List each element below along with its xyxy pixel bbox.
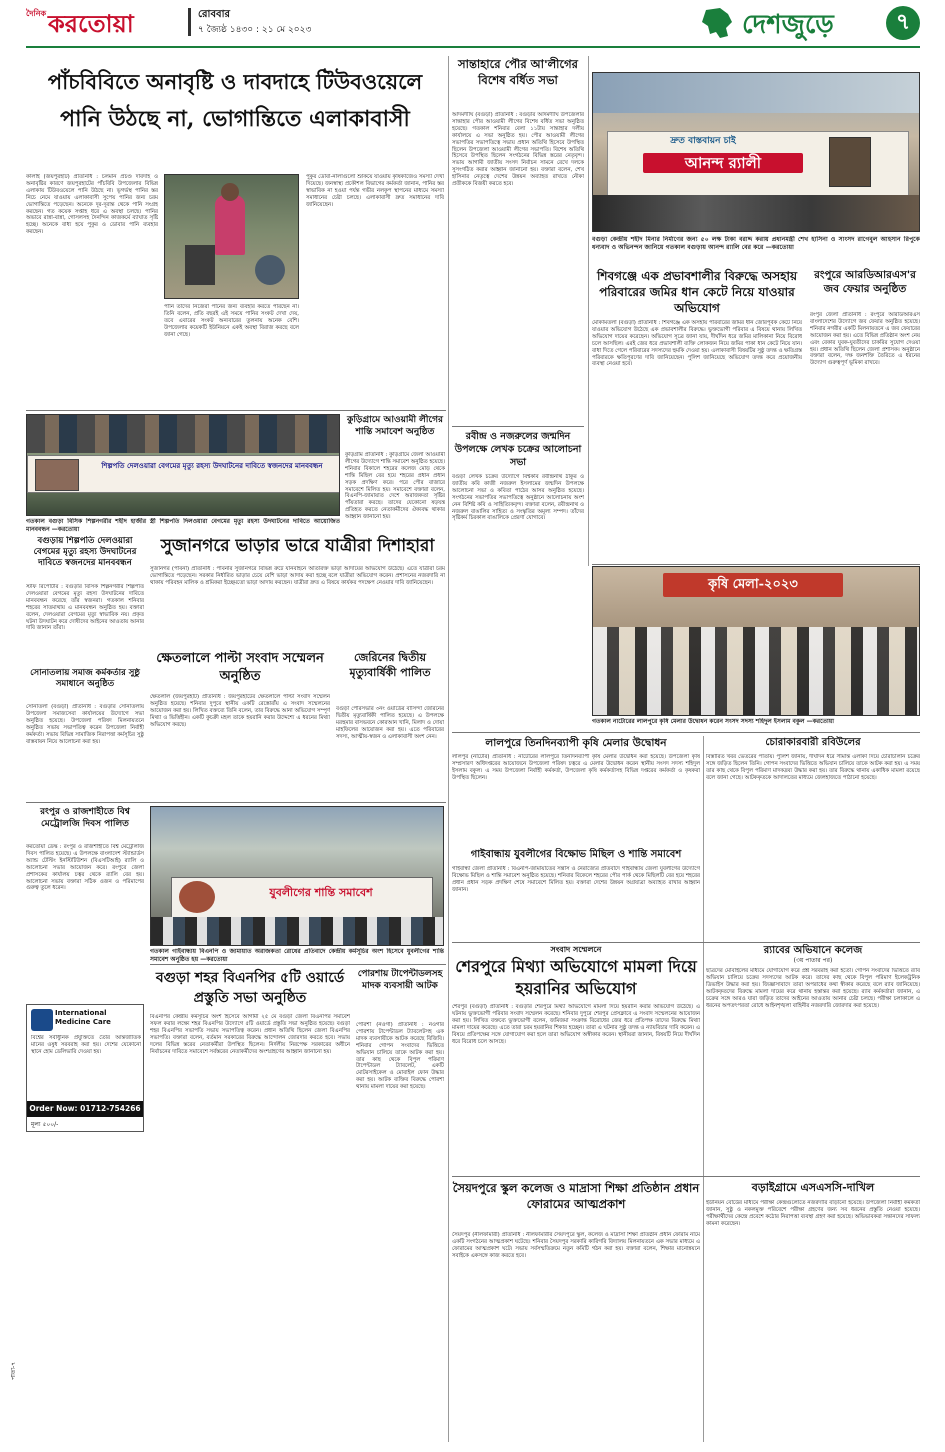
row-rule-7 [26, 802, 446, 803]
masthead-day: রোববার [198, 9, 230, 20]
sujanagar-story [150, 534, 445, 646]
row-rule-8 [150, 964, 446, 965]
sherpur-headline: শেরপুরে মিথ্যা অভিযোগে মামলা দিয়ে হয়রানির অভিযোগ [455, 957, 697, 998]
rangpur-jobfair-story [810, 268, 920, 560]
bottom-left-banner: যুবলীগের শান্তি সমাবেশ [269, 886, 373, 899]
kurigram-story [345, 414, 445, 528]
sujanagar-body: সুজানগর (পাবনা) প্রতিনিধি : পাবনার সুজানগরে বিভিন্ন রুটে যানবাহনে অতিরিক্ত ভাড়া আদায়ের অভিযোগ উঠেছে। এতে যাত্রীরা চরম ভোগান্তিতে পড়েছেন। সরকার নির্ধারিত ভাড়ার চেয়ে বেশি ভাড়া আদায় করা হচ্ছে বলে যাত্রীরা অভিযোগ করেন। প্রশাসনের নজরদারি না থাকায় পরিবহন মালিক ও শ্রমিকরা ইচ্ছেমতো ভাড়া আদায় করছেন। যাত্রীরা দ্রুত এ বিষয়ে কার্যকর পদক্ষেপ নেওয়ার দাবি জানিয়েছেন। [150, 566, 445, 586]
bogura-bnp-headline: বগুড়া শহর বিএনপির ৫টি ওয়ার্ডে প্রস্তুতি সভা অনুষ্ঠিত [155, 970, 345, 1006]
kurigram-body: কুড়িগ্রাম প্রতিনিধি : কুড়িগ্রামে জেলা আওয়ামী লীগের উদ্যোগে শান্তি সমাবেশ অনুষ্ঠিত হয়েছে। শনিবার বিকালে শহরের কলেজ মোড় থেকে শান্তি মিছিল বের হয়ে শহরের প্রধান প্রধান সড়ক প্রদক্ষিণ করে। পরে পৌর বাজারে সমাবেশে মিলিত হয়। সমাবেশে বক্তারা বলেন, বিএনপি-জামায়াত দেশে অরাজকতা সৃষ্টির পাঁয়তারা করছে। তাদের যেকোনো ষড়যন্ত্র প্রতিহত করতে নেতাকর্মীদের ঐক্যবদ্ধ থাকার আহ্বান জানানো হয়। [345, 452, 445, 521]
rangpur-rajshahi-headline: রংপুর ও রাজশাহীতে বিশ্ব মেট্রোলজি দিবস পালিত [40, 807, 130, 829]
col-rule-2 [588, 56, 589, 566]
jerin-headline: জেরিনের দ্বিতীয় মৃত্যুবার্ষিকী পালিত [349, 651, 431, 679]
photo-top-right-caption: বগুড়া কেন্দ্রীয় শহীদ মিনার নির্মাণের জন্য ৫০ লক্ষ টাকা বরাদ্দ করায় প্রধানমন্ত্রী শেখ হাসিনা ও সাংসদ রাগেবুল আহসান রিপুকে ধন্যবাদ ও অভিনন্দন জানিয়ে গতকাল বগুড়ায় আনন্দ র‌্যালি বের করে —করতোয়া [592, 236, 920, 251]
sherpur-body: শেরপুর (বগুড়া) প্রতিনিধি : বগুড়ার শেরপুরে মিথ্যা অভিযোগে মামলা দিয়ে হয়রানি করার অভিযোগ উঠেছে। এ ঘটনায় ভুক্তভোগী পরিবার সংবাদ সম্মেলন করেছে। শনিবার দুপুরে শেরপুর প্রেসক্লাবে এ সংবাদ সম্মেলনের আয়োজন করা হয়। লিখিত বক্তব্যে ভুক্তভোগী বলেন, জমিজমা সংক্রান্ত বিরোধের জের ধরে প্রতিপক্ষ তাদের বিরুদ্ধে মিথ্যা মামলা দায়ের করেছে। এতে তারা চরম হয়রানির শিকার হচ্ছেন। তারা এ ঘটনার সুষ্ঠু তদন্ত ও ন্যায়বিচার দাবি করেন। এ বিষয়ে প্রতিপক্ষের সঙ্গে যোগাযোগ করা হলে তারা অভিযোগ অস্বীকার করেন। স্থানীয়রা জানান, বিষয়টি নিয়ে দীর্ঘদিন ধরে বিরোধ চলে আসছে। [452, 1004, 700, 1045]
boraigram-ssc-story [706, 1180, 920, 1442]
rabindra-story [452, 430, 584, 620]
photo-mid-right [592, 566, 920, 716]
santahar-body: আদমদীঘি (বগুড়া) প্রতিনিধি : বগুড়ার আদমদীঘি উপজেলার সান্তাহার পৌর আওয়ামী লীগের বিশেষ বর্ধিত সভা অনুষ্ঠিত হয়েছে। গতকাল শনিবার বেলা ১১টায় সান্তাহার দলীয় কার্যালয়ে এ সভা অনুষ্ঠিত হয়। পৌর আওয়ামী লীগের সভাপতির সভাপতিত্বে সভায় প্রধান অতিথি হিসেবে উপস্থিত ছিলেন উপজেলা আওয়ামী লীগের সভাপতি। বিশেষ অতিথি হিসেবে উপস্থিত ছিলেন সংগঠনের বিভিন্ন স্তরের নেতৃবৃন্দ। সভায় আগামী জাতীয় সংসদ নির্বাচন সামনে রেখে দলকে সুসংগঠিত করার আহ্বান জানানো হয়। বক্তারা বলেন, শেখ হাসিনার নেতৃত্বে দেশের উন্নয়ন অব্যাহত রাখতে নৌকা প্রতীককে বিজয়ী করতে হবে। [452, 112, 584, 188]
medicine-ad-title: International Medicine Care [55, 1009, 111, 1026]
lalpur-body: লালপুর (নাটোর) প্রতিনিধি : নাটোরের লালপুরে তিনদিনব্যাপী কৃষি মেলার উদ্বোধন করা হয়েছে। উপজেলা কৃষি সম্প্রসারণ অধিদপ্তরের আয়োজনে উপজেলা পরিষদ চত্বরে এ মেলার উদ্বোধন করেন স্থানীয় সংসদ সদস্য শহিদুল ইসলাম বকুল। এ সময় উপজেলা নির্বাহী কর্মকর্তা, উপজেলা কৃষি কর্মকর্তাসহ বিভিন্ন দপ্তরের কর্মকর্তা ও কৃষকরা উপস্থিত ছিলেন। [452, 754, 700, 781]
sujanagar-headline: সুজানগরে ভাড়ার ভারে যাত্রীরা দিশাহারা [160, 536, 435, 556]
ketlal-story [150, 650, 330, 800]
top-right-banner-1: দ্রুত বাস্তবায়ন চাই [670, 136, 736, 146]
rangpur-rajshahi-story [26, 806, 144, 998]
jerin-story [336, 650, 444, 800]
masthead [0, 0, 945, 50]
lead-headline-1: পাঁচবিবিতে অনাবৃষ্টি ও দাবদাহে টিউবওয়েলে [47, 69, 423, 94]
lead-story [26, 56, 444, 408]
medicine-ad-order: Order Now: 01712-754266 [27, 1101, 143, 1117]
bogura-shilpopoti-headline: বগুড়ায় শিল্পপতি দেলওয়ারা বেগমের মৃত্যু রহস্য উদঘাটনের দাবিতে স্বজনদের মানববন্ধন [33, 536, 137, 568]
rabindra-body: বগুড়া লেখক চক্রের উদ্যোগে বিশ্বকবি রবীন্দ্রনাথ ঠাকুর ও জাতীয় কবি কাজী নজরুল ইসলামের জন্মদিন উপলক্ষে আলোচনা সভা ও কবিতা পাঠের আসর অনুষ্ঠিত হয়েছে। সংগঠনের সভাপতির সভাপতিত্বে অনুষ্ঠানে আলোচনায় অংশ নেন বিশিষ্ট কবি ও সাহিত্যিকবৃন্দ। বক্তারা বলেন, রবীন্দ্রনাথ ও নজরুল বাঙালির সাহিত্য ও সংস্কৃতির অমূল্য সম্পদ। তাঁদের সৃষ্টিকর্ম চিরকাল বাঙালিকে প্রেরণা যোগাবে। [452, 474, 584, 522]
medicine-ad [26, 1004, 144, 1132]
bogura-shilpopoti-story [26, 536, 144, 666]
medicine-ad-logo-icon [31, 1009, 53, 1031]
ketlal-headline: ক্ষেতলালে পাল্টা সংবাদ সম্মেলন অনুষ্ঠিত [156, 651, 324, 684]
row-rule-5 [452, 942, 920, 943]
sonatola-body: সোনাতলা (বগুড়া) প্রতিনিধি : বগুড়ার সোনাতলায় উপজেলা সমাজসেবা কার্যালয়ের উদ্যোগে সভা অনুষ্ঠিত হয়েছে। উপজেলা পরিষদ মিলনায়তনে অনুষ্ঠিত সভায় সভাপতিত্ব করেন উপজেলা নির্বাহী কর্মকর্তা। সভায় বিভিন্ন সামাজিক নিরাপত্তা কর্মসূচির সুষ্ঠু বাস্তবায়ন নিয়ে আলোচনা করা হয়। [26, 704, 144, 745]
jerin-body: বগুড়া পৌরসভার ৩নং ওয়ার্ডের বাসিন্দা জেরিনের দ্বিতীয় মৃত্যুবার্ষিকী পালিত হয়েছে। এ উপলক্ষে মরহুমার বাসভবনে কোরআন খানি, মিলাদ ও দোয়া মাহফিলের আয়োজন করা হয়। এতে পরিবারের সদস্য, আত্মীয়-স্বজন ও এলাকাবাসী অংশ নেন। [336, 706, 444, 740]
col-rule-3 [703, 736, 704, 1442]
masthead-rule [26, 46, 920, 48]
row-rule-4 [452, 732, 920, 733]
page-number: ৭ [886, 6, 920, 40]
shibganj-story [592, 268, 802, 560]
map-icon [698, 6, 738, 40]
gaibandha-body: গাইবান্ধা জেলা প্রতিনিধি : বিএনপি-জামায়াতের সন্ত্রাস ও নৈরাজ্যের প্রতিবাদে গাইবান্ধায় জেলা যুবলীগের উদ্যোগে বিক্ষোভ মিছিল ও শান্তি সমাবেশ অনুষ্ঠিত হয়েছে। শনিবার বিকেলে শহরের পৌর পার্ক থেকে মিছিলটি বের হয়ে শহরের প্রধান প্রধান সড়ক প্রদক্ষিণ শেষে সমাবেশে মিলিত হয়। বক্তারা দেশের উন্নয়ন অগ্রযাত্রা অব্যাহত রাখার আহ্বান জানান। [452, 866, 700, 893]
rab-story [706, 944, 920, 1176]
lead-headline-2: পানি উঠছে না, ভোগান্তিতে এলাকাবাসী [60, 106, 410, 132]
rab-headline: র‌্যাবের অভিযানে কলেজ [763, 945, 863, 956]
lead-body-col1: কালাই (জয়পুরহাট) প্রতিনিধি : চলমান প্রচণ্ড দাবদাহ ও অনাবৃষ্টির কারণে জয়পুরহাটের পাঁচবিবি উপজেলার বিভিন্ন এলাকায় টিউবওয়েলে পানি উঠছে না। ভূগর্ভস্থ পানির স্তর নিচে নেমে যাওয়ায় এলাকাবাসী সুপেয় পানির জন্য চরম ভোগান্তিতে পড়েছেন। অনেকে দূর-দূরান্ত থেকে পানি সংগ্রহ করছেন। গত কয়েক সপ্তাহ ধরে এ অবস্থা চলছে। পানির অভাবে রান্না-বান্না, গোসলসহ দৈনন্দিন কাজকর্মে ব্যাঘাত সৃষ্টি হচ্ছে। অনেকে বাধ্য হয়ে পুকুর ও ডোবার পানি ব্যবহার করছেন। [26, 174, 158, 236]
bogura-bnp-story [150, 966, 350, 1440]
chorakarbari-story [706, 736, 920, 942]
logo [26, 6, 176, 42]
boraigram-ssc-headline: বড়াইগ্রামে এসএসসি-দাখিল [751, 1181, 875, 1194]
kurigram-headline: কুড়িগ্রামে আওয়ামী লীগের শান্তি সমাবেশ অনুষ্ঠিত [347, 415, 443, 437]
footer-note: পাতা-৭ [10, 1361, 17, 1380]
rangpur-jobfair-headline: রংপুরে আরডিআরএস'র জব ফেয়ার অনুষ্ঠিত [814, 269, 916, 295]
rangpur-rajshahi-body: করতোয়া ডেস্ক : রংপুর ও রাজশাহীতে বিশ্ব মেট্রোলজি দিবস পালিত হয়েছে। এ উপলক্ষে বাংলাদেশ স্ট্যান্ডার্ডস অ্যান্ড টেস্টিং ইনস্টিটিউশন (বিএসটিআই) র‌্যালি ও আলোচনা সভার আয়োজন করে। রংপুরে জেলা প্রশাসকের কার্যালয় চত্বর থেকে র‌্যালি বের হয়। আলোচনা সভায় বক্তারা সঠিক ওজন ও পরিমাপের গুরুত্ব তুলে ধরেন। [26, 844, 144, 892]
boraigram-ssc-body: ইউনিয়ন বোর্ডের মাধ্যমে পরীক্ষা কেন্দ্রগুলোতে নজরদারি বাড়ানো হয়েছে। উপজেলা নির্বাহী কর্মকর্তা জানান, সুষ্ঠু ও নকলমুক্ত পরিবেশে পরীক্ষা গ্রহণের জন্য সব ধরনের প্রস্তুতি নেওয়া হয়েছে। পরীক্ষার্থীদের কেন্দ্রে প্রবেশে কঠোর নিরাপত্তা ব্যবস্থা গ্রহণ করা হয়েছে। অভিভাবকরা সন্তানদের সাফল্য কামনা করেছেন। [706, 1200, 920, 1227]
row-rule-2 [452, 426, 584, 427]
porsha-headline: পোরশায় টাপেন্টাডলসহ মাদক ব্যবসায়ী আটক [357, 969, 443, 991]
saidpur-headline: সৈয়দপুরে স্কুল কলেজ ও মাদ্রাসা শিক্ষা প্রতিষ্ঠান প্রধান ফোরামের আত্মপ্রকাশ [452, 1181, 700, 1211]
rangpur-jobfair-body: রংপুর জেলা প্রতিনিধি : রংপুরে আরডিআরএস বাংলাদেশের উদ্যোগে জব ফেয়ার অনুষ্ঠিত হয়েছে। শনিবার নগরীর একটি মিলনায়তনে এ জব ফেয়ারের আয়োজন করা হয়। এতে বিভিন্ন প্রতিষ্ঠান অংশ নেয় এবং বেকার যুবক-যুবতীদের চাকরির সুযোগ দেওয়া হয়। প্রধান অতিথি ছিলেন জেলা প্রশাসক। অনুষ্ঠানে বক্তারা বলেন, দক্ষ জনশক্তি তৈরিতে এ ধরনের উদ্যোগ গুরুত্বপূর্ণ ভূমিকা রাখবে। [810, 312, 920, 367]
santahar-headline: সান্তাহারে পৌর আ'লীগের বিশেষ বর্ধিত সভা [458, 57, 578, 87]
gaibandha-headline: গাইবান্ধায় যুবলীগের বিক্ষোভ মিছিল ও শান্তি সমাবেশ [470, 849, 682, 860]
gaibandha-story [452, 848, 700, 942]
chorakarbari-body: বিস্তারিত খবর ভেতরের পাতায়। পুলিশ জানায়, দীর্ঘদিন ধরে সীমান্ত এলাকা দিয়ে চোরাচালান চক্রের সঙ্গে জড়িত ছিলেন তিনি। গোপন সংবাদের ভিত্তিতে অভিযান চালিয়ে তাকে আটক করা হয়। এ সময় তার কাছ থেকে বিপুল পরিমাণ মাদকদ্রব্য উদ্ধার করা হয়। তার বিরুদ্ধে থানায় একাধিক মামলা রয়েছে বলে জানা গেছে। আটককৃতকে আদালতের মাধ্যমে জেলহাজতে পাঠানো হয়েছে। [706, 754, 920, 781]
saidpur-story [452, 1180, 700, 1442]
logo-main: করতোয়া [48, 9, 134, 38]
bogura-bnp-body: বিএনপির কেন্দ্রীয় কর্মসূচির অংশ হিসেবে আগামী ২৫ মে বগুড়া জেলা বিএনপির সমাবেশ সফল করার লক্ষ্যে শহর বিএনপির উদ্যোগে ৫টি ওয়ার্ডে প্রস্তুতি সভা অনুষ্ঠিত হয়েছে। বগুড়া শহর বিএনপির সভাপতি সভায় সভাপতিত্ব করেন। প্রধান অতিথি ছিলেন জেলা বিএনপির সভাপতি। বক্তারা বলেন, বর্তমান সরকারের বিরুদ্ধে আন্দোলন জোরদার করতে হবে। সভায় দলের বিভিন্ন স্তরের নেতাকর্মীরা উপস্থিত ছিলেন। নির্দলীয় নিরপেক্ষ সরকারের অধীনে নির্বাচনের দাবিতে সমাবেশে সর্বস্তরের নেতাকর্মীদের অংশগ্রহণের আহ্বান জানানো হয়। [150, 1014, 350, 1055]
rabindra-headline: রবীন্দ্র ও নজরুলের জন্মদিন উপলক্ষে লেখক চক্রের আলোচনা সভা [454, 431, 582, 468]
photo-top-right [592, 72, 920, 232]
lead-body-col3: পুকুর ডোবা-নালাগুলো শুকিয়ে যাওয়ায় কৃষিকাজেও সমস্যা দেখা দিয়েছে। জনস্বাস্থ্য প্রকৌশল বিভাগের কর্মকর্তা জানান, পানির স্তর স্বাভাবিক না হওয়া পর্যন্ত গভীর নলকূপ স্থাপনের মাধ্যমে সমস্যা সমাধানের চেষ্টা চলছে। এলাকাবাসী দ্রুত সমাধানের দাবি জানিয়েছেন। [306, 174, 444, 208]
chorakarbari-headline: চোরাকারবারী রবিউলের [765, 737, 861, 748]
logo-small: দৈনিক [26, 9, 47, 18]
row-rule-6 [452, 1176, 920, 1177]
col-rule-1 [448, 56, 449, 1442]
row-rule-3 [592, 564, 920, 565]
lead-body-col2: পানি তাদের নিজেরা পানের জন্য ব্যবহার করতে পারছেন না। তিনি বলেন, প্রতি বছরই এই সময়ে পানির সংকট দেখা দেয়, তবে এবারের সংকট অন্যবারের তুলনায় অনেক বেশি। উপজেলার কয়েকটি ইউনিয়নে একই অবস্থা বিরাজ করছে বলে জানা গেছে। [164, 304, 299, 338]
medicine-ad-footer: মূল্য ৫০০/- [31, 1121, 59, 1128]
row-rule-1 [26, 410, 446, 411]
sonatola-story [26, 668, 144, 800]
photo-bottom-left [150, 806, 444, 946]
masthead-divider [188, 8, 191, 36]
shibganj-headline: শিবগঞ্জে এক প্রভাবশালীর বিরুদ্ধে অসহায় পরিবারের জমির ধান কেটে নিয়ে যাওয়ার অভিযোগ [596, 269, 798, 315]
sherpur-story [452, 944, 700, 1176]
photo-bottom-left-caption: গতকাল গাইবান্ধায় বিএনপি ও জামায়াত অরাজকতা রোধের প্রতিবাদে কেন্দ্রীয় কর্মসূচির অংশ হিসেবে যুবলীগের শান্তি সমাবেশ অনুষ্ঠিত হয় —করতোয়া [150, 948, 444, 963]
lalpur-headline: লালপুরে তিনদিনব্যাপী কৃষি মেলার উদ্বোধন [485, 737, 667, 749]
mid-left-banner: শিল্পপতি দেলওয়ারা বেগমের মৃত্যু রহস্য উদঘাটনের দাবিতে স্বজনদের মানববন্ধন [101, 461, 323, 470]
photo-mid-left-caption: গতকাল বগুড়া বিসিক শিল্পনগরীর শহীদ হাজীর স্ত্রী শিল্পপতি দিলওয়ারা বেগমের মৃত্যু রহস্য উদঘাটনের দাবিতে আয়োজিত মানববন্ধন —করতোয়া [26, 518, 340, 533]
porsha-body: পোরশা (নওগাঁ) প্রতিনিধি : নওগাঁর পোরশায় টাপেন্টাডল ট্যাবলেটসহ এক মাদক ব্যবসায়ীকে আটক করেছে বিজিবি। শনিবার গোপন সংবাদের ভিত্তিতে অভিযান চালিয়ে তাকে আটক করা হয়। তার কাছ থেকে বিপুল পরিমাণ টাপেন্টাডল ট্যাবলেট, একটি মোটরসাইকেল ও মোবাইল ফোন উদ্ধার করা হয়। আটক ব্যক্তির বিরুদ্ধে পোরশা থানায় মামলা দায়ের করা হয়েছে। [356, 1022, 444, 1091]
mid-right-banner: কৃষি মেলা-২০২৩ [708, 577, 798, 592]
photo-mid-left [26, 414, 340, 516]
saidpur-body: সৈয়দপুর (নীলফামারী) প্রতিনিধি : নীলফামারীর সৈয়দপুরে স্কুল, কলেজ ও মাদ্রাসা শিক্ষা প্রতিষ্ঠান প্রধান ফোরাম নামে একটি সংগঠনের আত্মপ্রকাশ ঘটেছে। শনিবার সৈয়দপুর সরকারি কারিগরি বিদ্যালয় মিলনায়তনে এক সভার মাধ্যমে এ ফোরামের আত্মপ্রকাশ ঘটে। সভায় সর্বসম্মতিক্রমে নতুন কমিটি গঠন করা হয়। বক্তারা বলেন, শিক্ষার মানোন্নয়নে সবাইকে একসঙ্গে কাজ করতে হবে। [452, 1232, 700, 1259]
rab-body: ছাত্রদের মোবাইলের মাধ্যমে যোগাযোগ করে প্রশ্ন সরবরাহ করা হতো। গোপন সংবাদের ভিত্তিতে র‌্যাব অভিযান চালিয়ে চক্রের সদস্যদের আটক করে। তাদের কাছ থেকে বিপুল পরিমাণ ইলেকট্রনিক ডিভাইস উদ্ধার করা হয়। জিজ্ঞাসাবাদে তারা অপরাধের কথা স্বীকার করেছে বলে র‌্যাব জানিয়েছে। আটককৃতদের বিরুদ্ধে মামলা দায়ের করে থানায় হস্তান্তর করা হয়েছে। র‌্যাব কর্মকর্তারা জানান, এ চক্রের সঙ্গে আরও যারা জড়িত তাদের আইনের আওতায় আনার চেষ্টা চলছে। পরীক্ষা চলাকালে এ ধরনের অপতৎপরতা রোধে আইনশৃঙ্খলা বাহিনীর নজরদারি জোরদার করা হয়েছে। [706, 968, 920, 1009]
top-right-banner-2: আনন্দ র‌্যালী [643, 153, 803, 173]
lalpur-story [452, 736, 700, 846]
santahar-story [452, 56, 584, 426]
masthead-date: ৭ জ্যৈষ্ঠ ১৪৩০ : ২১ মে ২০২৩ [198, 25, 312, 35]
ketlal-body: ক্ষেতলাল (জয়পুরহাট) প্রতিনিধি : জয়পুরহাটের ক্ষেতলালে পাল্টা সংবাদ সম্মেলন অনুষ্ঠিত হয়েছে। শনিবার দুপুরে স্থানীয় একটি রেস্তোরাঁয় এ সংবাদ সম্মেলনের আয়োজন করা হয়। লিখিত বক্তব্যে তিনি বলেন, তার বিরুদ্ধে আনা অভিযোগ সম্পূর্ণ মিথ্যা ও ভিত্তিহীন। একটি কুচক্রী মহল তাকে হয়রানি করার উদ্দেশ্যে এ ধরনের মিথ্যা অভিযোগ করছে। [150, 694, 330, 728]
medicine-ad-body: বিশ্বের সর্বাধুনিক প্রযুক্তিতে তৈরি আন্তর্জাতিক মানের ওষুধ সরবরাহ করা হয়। দেশের যেকোনো স্থানে হোম ডেলিভারি দেওয়া হয়। [31, 1035, 141, 1055]
sherpur-kicker: সংবাদ সম্মেলনে [550, 944, 602, 954]
bogura-shilpopoti-body: স্টাফ রিপোর্টার : বগুড়ার বিসিক শিল্পনগরীর শিল্পপতি দেলওয়ারা বেগমের মৃত্যু রহস্য উদঘাটনের দাবিতে মানববন্ধন করেছে তাঁর স্বজনরা। গতকাল শনিবার শহরের সাতমাথায় এ মানববন্ধন অনুষ্ঠিত হয়। বক্তারা বলেন, দেলওয়ারা বেগমের মৃত্যু স্বাভাবিক নয়। প্রকৃত ঘটনা উদঘাটন করে দোষীদের আইনের আওতায় আনার দাবি জানান তাঁরা। [26, 584, 144, 632]
photo-mid-right-caption: গতকাল নাটোরের লালপুরে কৃষি মেলার উদ্বোধন করেন সংসদ সদস্য শহিদুল ইসলাম বকুল —করতোয়া [592, 718, 835, 725]
sonatola-headline: সোনাতলায় সমাজ কর্মকর্তার সুষ্ঠু সমাধানে অনুষ্ঠিত [30, 668, 140, 689]
section-title: দেশজুড়ে [742, 10, 834, 40]
rab-kicker: (৩য় পাতার পর) [793, 957, 833, 964]
porsha-story [356, 966, 444, 1440]
lead-photo [164, 174, 299, 299]
shibganj-body: মোকামতলা (বগুড়া) প্রতিনিধি : শিবগঞ্জে এক অসহায় পরিবারের জমির ধান জোরপূর্বক কেটে নিয়ে যাওয়ার অভিযোগ উঠেছে এক প্রভাবশালীর বিরুদ্ধে। ভুক্তভোগী পরিবার এ বিষয়ে থানায় লিখিত অভিযোগ দায়ের করেছেন। অভিযোগ সূত্রে জানা যায়, দীর্ঘদিন ধরে জমির মালিকানা নিয়ে বিরোধ চলে আসছিল। এরই জের ধরে প্রভাবশালী ব্যক্তি লোকজন নিয়ে জমির পাকা ধান কেটে নিয়ে যান। বাধা দিতে গেলে পরিবারের সদস্যদের হুমকি দেওয়া হয়। এলাকাবাসী বিষয়টির সুষ্ঠু তদন্ত ও ক্ষতিগ্রস্ত পরিবারকে ক্ষতিপূরণের দাবি জানিয়েছেন। পুলিশ জানিয়েছে অভিযোগ তদন্ত করে প্রয়োজনীয় ব্যবস্থা নেওয়া হবে। [592, 320, 802, 368]
